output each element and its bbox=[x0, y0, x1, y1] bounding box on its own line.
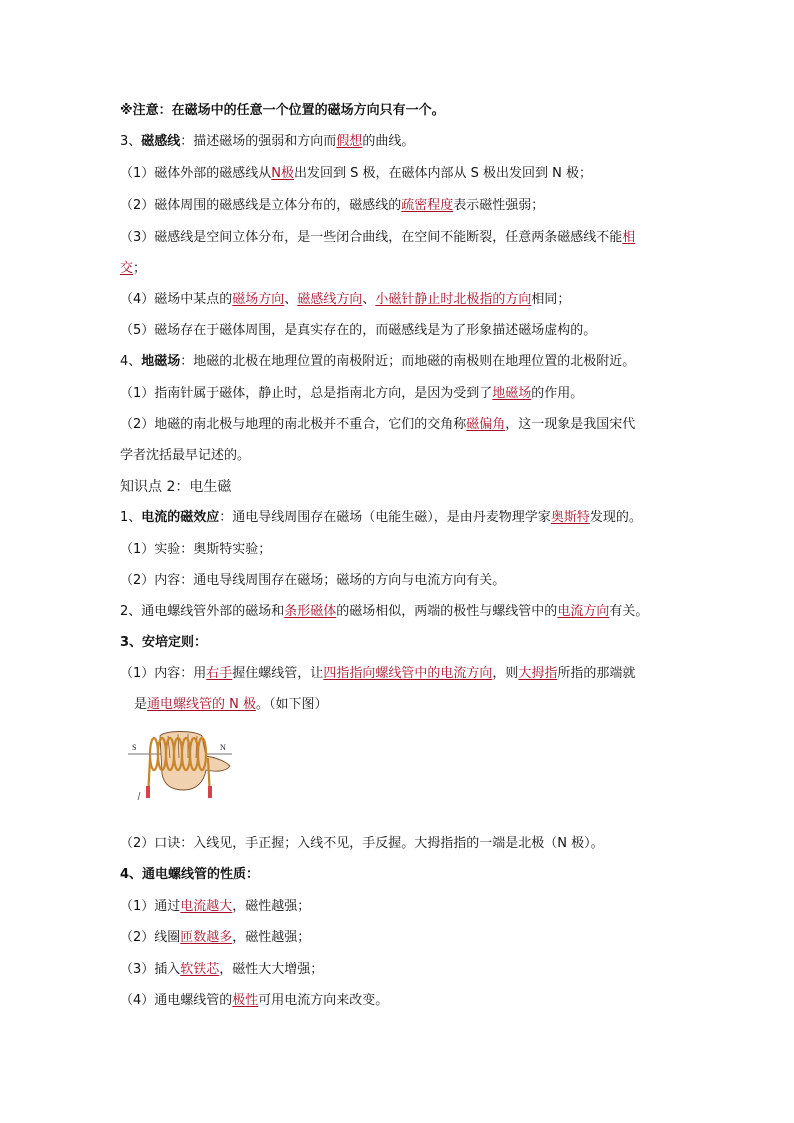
keyword: 通电螺线管的 N 极 bbox=[147, 697, 257, 712]
keyword: 疏密程度 bbox=[401, 198, 454, 213]
s-pole-label: S bbox=[132, 743, 137, 752]
text: ； bbox=[133, 261, 147, 276]
text: ，这一现象是我国宋代 bbox=[505, 417, 636, 432]
text: （2）磁体周围的磁感线是立体分布的，磁感线的 bbox=[120, 198, 402, 213]
n-pole-label: N bbox=[220, 743, 226, 752]
subitem bbox=[120, 197, 544, 215]
keyword: 假想 bbox=[336, 134, 363, 149]
keyword: 电流方向 bbox=[557, 604, 610, 619]
text: 学者沈括最早记述的。 bbox=[120, 448, 251, 463]
text: ，磁性越强； bbox=[232, 899, 311, 914]
item-4-solenoid-properties bbox=[120, 866, 259, 884]
subitem bbox=[120, 385, 583, 403]
text: （3）磁感线是空间立体分布，是一些闭合曲线，在空间不能断裂，任意两条磁感线不能 bbox=[120, 230, 623, 245]
keyword: 四指指向螺线管中的电流方向 bbox=[323, 666, 493, 681]
text: （1）通过 bbox=[120, 899, 181, 914]
keyword: 条形磁体 bbox=[284, 604, 337, 619]
item-number: 1、 bbox=[120, 510, 142, 525]
subitem-continued bbox=[120, 447, 250, 465]
item-1-current-magnetic-effect bbox=[120, 509, 642, 527]
item-4-geomagnetism bbox=[120, 353, 635, 371]
text: 相同； bbox=[531, 292, 571, 307]
subitem-continued bbox=[120, 260, 146, 278]
item-3-magnetic-field-lines bbox=[120, 133, 414, 151]
subitem bbox=[120, 322, 596, 340]
text: （5）磁场存在于磁体周围，是真实存在的，而磁感线是为了形象描述磁场虚构的。 bbox=[120, 323, 597, 338]
keyword: 磁偏角 bbox=[466, 417, 506, 432]
keyword: 小磁针静止时北极指的方向 bbox=[375, 292, 532, 307]
item-3-ampere-rule bbox=[120, 634, 207, 652]
term: 地磁场 bbox=[141, 354, 181, 369]
text: ，则 bbox=[492, 666, 519, 681]
subitem bbox=[120, 541, 271, 559]
term: 电流的磁效应 bbox=[141, 510, 220, 525]
text: （1）磁体外部的磁感线从 bbox=[120, 166, 272, 181]
subitem bbox=[120, 416, 635, 434]
note-line bbox=[120, 102, 445, 120]
text: （1）内容：用 bbox=[120, 666, 207, 681]
item-number: 3、 bbox=[120, 134, 142, 149]
text: 。（如下图） bbox=[256, 697, 328, 712]
text: 的磁场相似，两端的极性与螺线管中的 bbox=[336, 604, 558, 619]
keyword: 奥斯特 bbox=[550, 510, 590, 525]
text: （4）磁场中某点的 bbox=[120, 292, 233, 307]
text: （2）地磁的南北极与地理的南北极并不重合，它们的交角称 bbox=[120, 417, 467, 432]
text: 可用电流方向来改变。 bbox=[258, 993, 389, 1008]
subitem bbox=[120, 572, 505, 590]
keyword: 磁感线方向 bbox=[297, 292, 363, 307]
text: （1）指南针属于磁体，静止时，总是指南北方向，是因为受到了 bbox=[120, 386, 493, 401]
term: 磁感线 bbox=[141, 134, 181, 149]
subitem bbox=[120, 898, 310, 916]
section-heading bbox=[120, 478, 231, 496]
keyword: 极性 bbox=[232, 993, 259, 1008]
text: 有关。 bbox=[609, 604, 649, 619]
text: ：地磁的北极在地理位置的南极附近；而地磁的南极则在地理位置的北极附近。 bbox=[180, 354, 636, 369]
keyword: 地磁场 bbox=[492, 386, 532, 401]
term: 4、通电螺线管的性质： bbox=[120, 867, 260, 882]
text: （1）实验：奥斯特实验； bbox=[120, 542, 272, 557]
keyword: 大拇指 bbox=[518, 666, 558, 681]
text: （4）通电螺线管的 bbox=[120, 993, 233, 1008]
text: ：通电导线周围存在磁场（电能生磁），是由丹麦物理学家 bbox=[219, 510, 551, 525]
right-hand-solenoid-illustration bbox=[126, 728, 234, 808]
keyword: N极 bbox=[271, 166, 295, 181]
keyword: 匝数越多 bbox=[180, 930, 233, 945]
text: 所指的那端就 bbox=[557, 666, 636, 681]
text: （3）插入 bbox=[120, 962, 181, 977]
keyword: 右手 bbox=[206, 666, 233, 681]
text: （2）口诀：入线见，手正握；入线不见，手反握。大拇指指的一端是北极（N 极）。 bbox=[120, 836, 604, 851]
subitem bbox=[120, 929, 310, 947]
subitem bbox=[120, 291, 570, 309]
keyword: 相 bbox=[622, 230, 636, 245]
subitem bbox=[120, 665, 635, 683]
subitem-continued bbox=[134, 696, 328, 714]
subitem bbox=[120, 961, 323, 979]
text: 是 bbox=[134, 697, 148, 712]
text: 的曲线。 bbox=[362, 134, 415, 149]
keyword: 电流越大 bbox=[180, 899, 233, 914]
subitem bbox=[120, 835, 604, 853]
keyword: 磁场方向 bbox=[232, 292, 285, 307]
text: ，磁性大大增强； bbox=[219, 962, 324, 977]
keyword: 交 bbox=[120, 261, 134, 276]
subitem bbox=[120, 992, 388, 1010]
text: 握住螺线管，让 bbox=[232, 666, 324, 681]
text: （2）内容：通电导线周围存在磁场；磁场的方向与电流方向有关。 bbox=[120, 573, 506, 588]
text: ，磁性越强； bbox=[232, 930, 311, 945]
subitem bbox=[120, 165, 592, 183]
heading-text: 知识点 2：电生磁 bbox=[120, 479, 232, 495]
keyword: 软铁芯 bbox=[180, 962, 220, 977]
text: 发现的。 bbox=[589, 510, 642, 525]
wire-end-right bbox=[208, 786, 212, 798]
text: 表示磁性强弱； bbox=[453, 198, 545, 213]
subitem bbox=[120, 229, 635, 247]
text: 的作用。 bbox=[531, 386, 584, 401]
text: 出发回到 S 极，在磁体内部从 S 极出发回到 N 极； bbox=[294, 166, 593, 181]
text: 、 bbox=[284, 292, 298, 307]
item-2-solenoid bbox=[120, 603, 648, 621]
wire-end-left bbox=[146, 786, 150, 798]
text: ：描述磁场的强弱和方向而 bbox=[180, 134, 337, 149]
note-text: ※注意：在磁场中的任意一个位置的磁场方向只有一个。 bbox=[120, 103, 445, 118]
term: 3、安培定则： bbox=[120, 635, 208, 650]
text: 2、通电螺线管外部的磁场和 bbox=[120, 604, 285, 619]
text: 、 bbox=[362, 292, 376, 307]
text: （2）线圈 bbox=[120, 930, 181, 945]
item-number: 4、 bbox=[120, 354, 142, 369]
